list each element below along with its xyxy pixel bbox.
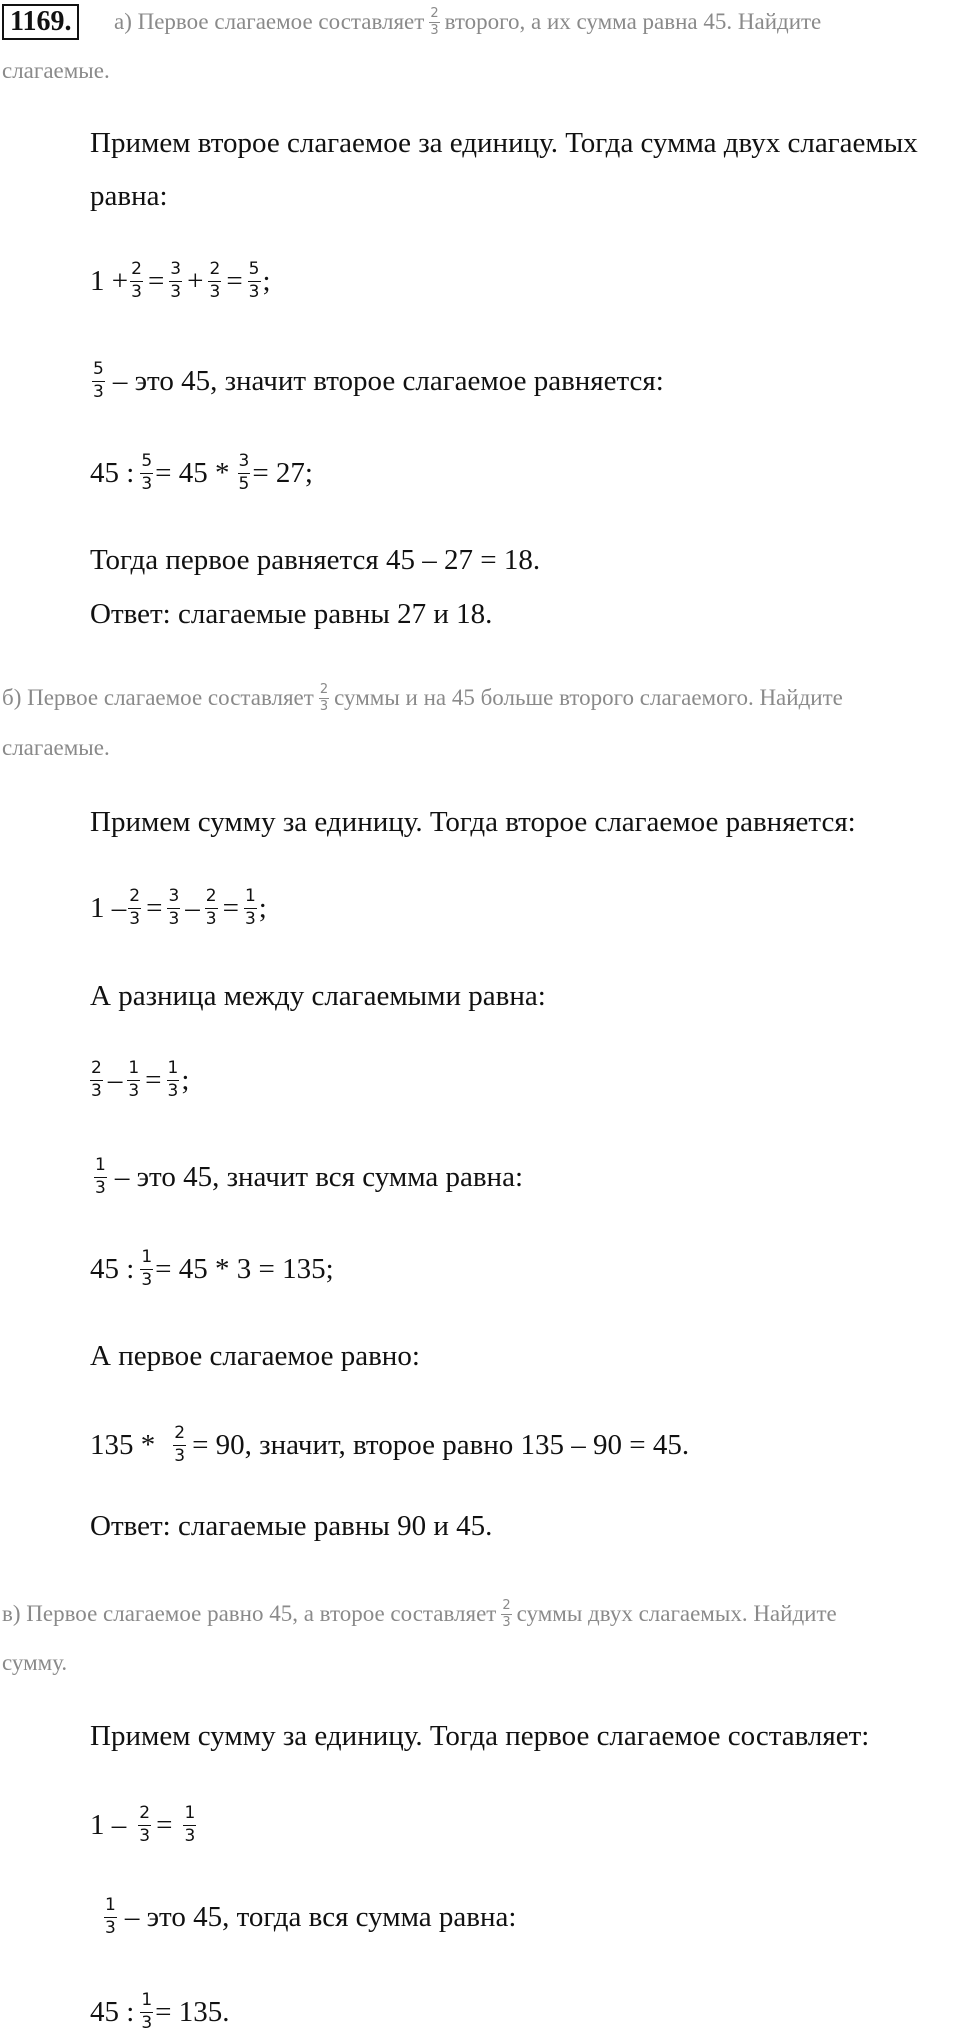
equation: $\frac{1}{3}$ – это 45, тогда вся сумма равна: bbox=[105, 1894, 517, 1938]
equation: 45 : $\frac{1}{3}$ = 135. bbox=[90, 1989, 230, 2033]
part-a-prompt-cont: слагаемые. bbox=[2, 58, 110, 83]
fraction: $\frac{3}{5}$ bbox=[238, 450, 250, 494]
fraction: $\frac{2}{3}$ bbox=[209, 258, 221, 302]
fraction: $\frac{1}{3}$ bbox=[244, 885, 256, 929]
fraction: $\frac{3}{3}$ bbox=[168, 885, 180, 929]
equation: 1 – $\frac{2}{3}$ = $\frac{1}{3}$ bbox=[90, 1802, 196, 1846]
part-c-prompt-cont: сумму. bbox=[2, 1650, 68, 1675]
problem-number: 1169. bbox=[2, 4, 79, 40]
part-b-prompt-cont: слагаемые. bbox=[2, 735, 110, 760]
fraction: $\frac{5}{3}$ bbox=[141, 450, 153, 494]
fraction: $\frac{1}{3}$ bbox=[95, 1154, 106, 1198]
part-c-prompt: в) Первое слагаемое равно 45, а второе составляет $\frac{2}{3}$ суммы двух слагаемых. Найдите bbox=[2, 1597, 837, 1630]
fraction: $\frac{1}{3}$ bbox=[105, 1894, 116, 1938]
fraction: $\frac{1}{3}$ bbox=[128, 1057, 140, 1101]
prompt-fraction: $\frac{2}{3}$ bbox=[430, 5, 439, 38]
equation: $\frac{5}{3}$ – это 45, значит второе слагаемое равняется: bbox=[93, 358, 664, 402]
fraction: $\frac{1}{3}$ bbox=[167, 1057, 179, 1101]
fraction: $\frac{2}{3}$ bbox=[174, 1422, 186, 1466]
part-a-prompt bbox=[114, 2, 821, 42]
equation: $\frac{1}{3}$ – это 45, значит вся сумма равна: bbox=[95, 1154, 524, 1198]
prompt-text: второго, а их сумма равна 45. Найдите bbox=[444, 9, 822, 34]
fraction: $\frac{1}{3}$ bbox=[141, 1246, 153, 1290]
prompt-fraction: $\frac{2}{3}$ bbox=[502, 1597, 511, 1630]
fraction: $\frac{1}{3}$ bbox=[184, 1802, 196, 1846]
equation: 45 : $\frac{1}{3}$ = 45 * 3 = 135; bbox=[90, 1246, 334, 1290]
solution-line: равна: bbox=[90, 180, 168, 212]
fraction: $\frac{1}{3}$ bbox=[141, 1989, 153, 2033]
fraction: $\frac{5}{3}$ bbox=[93, 358, 104, 402]
solution-line: А первое слагаемое равно: bbox=[90, 1340, 420, 1372]
fraction: $\frac{2}{3}$ bbox=[205, 885, 217, 929]
answer-line: Ответ: слагаемые равны 27 и 18. bbox=[90, 598, 493, 630]
answer-line: Ответ: слагаемые равны 90 и 45. bbox=[90, 1510, 493, 1542]
solution-line: Примем сумму за единицу. Тогда второе слагаемое равняется: bbox=[90, 806, 856, 838]
equation: 1 + $\frac{2}{3}$ = $\frac{3}{3}$ + $\frac{2}{3}$ = $\frac{5}{3}$ ; bbox=[90, 258, 271, 302]
solution-line: Примем второе слагаемое за единицу. Тогда сумма двух слагаемых bbox=[90, 127, 918, 159]
fraction: $\frac{5}{3}$ bbox=[248, 258, 260, 302]
prompt-text: а) Первое слагаемое составляет bbox=[114, 9, 425, 34]
fraction: $\frac{2}{3}$ bbox=[131, 258, 142, 302]
solution-line: Примем сумму за единицу. Тогда первое слагаемое составляет: bbox=[90, 1720, 870, 1752]
equation: 135 * $\frac{2}{3}$ = 90, значит, второе равно 135 – 90 = 45. bbox=[90, 1422, 690, 1466]
equation: $\frac{2}{3}$ – $\frac{1}{3}$ = $\frac{1}{3}$ ; bbox=[91, 1057, 190, 1101]
equation: 45 : $\frac{5}{3}$ = 45 * $\frac{3}{5}$ = 27; bbox=[90, 450, 313, 494]
fraction: $\frac{2}{3}$ bbox=[139, 1802, 151, 1846]
fraction: $\frac{3}{3}$ bbox=[170, 258, 182, 302]
solution-line: Тогда первое равняется 45 – 27 = 18. bbox=[90, 544, 541, 576]
fraction: $\frac{2}{3}$ bbox=[129, 885, 141, 929]
part-b-prompt: б) Первое слагаемое составляет $\frac{2}{3}$ суммы и на 45 больше второго слагаемого. Найдите bbox=[2, 681, 843, 714]
prompt-fraction: $\frac{2}{3}$ bbox=[319, 681, 329, 714]
equation: 1 – $\frac{2}{3}$ = $\frac{3}{3}$ – $\frac{2}{3}$ = $\frac{1}{3}$ ; bbox=[90, 885, 267, 929]
solution-line: А разница между слагаемыми равна: bbox=[90, 980, 546, 1012]
fraction: $\frac{2}{3}$ bbox=[91, 1057, 102, 1101]
